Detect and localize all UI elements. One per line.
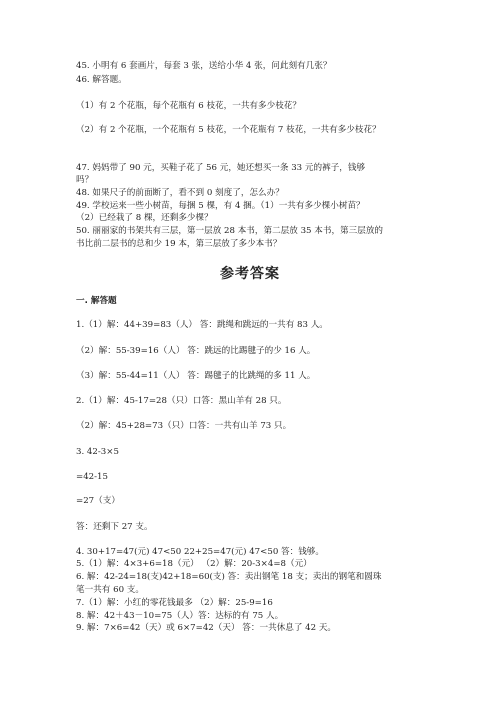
answer-line: =27（支） (76, 496, 120, 506)
answer-line: 笔一共有 60 支。 (76, 585, 144, 595)
question-46-part-2: （2）有 2 个花瓶，一个花瓶有 5 枝花，一个花瓶有 7 枝花，一共有多少枝花？ (76, 125, 381, 135)
answer-line: 答：还剩下 27 支。 (76, 522, 153, 532)
answer-line: 3. 42-3×5 (76, 447, 119, 457)
answers-title: 参考答案 (220, 266, 280, 282)
answer-line: 6. 解：42-24=18(支)42+18=60(支) 答：卖出钢笔 18 支；卖出的钢笔和圆珠 (76, 572, 382, 582)
answer-line: 1.（1）解：44+39=83（人） 答：跳绳和跳远的一共有 83 人。 (76, 320, 328, 330)
question-48: 48. 如果尺子的前面断了，看不到 0 刻度了，怎么办？ (76, 188, 284, 198)
question-49-part-2: （2）已经栽了 8 棵，还剩多少棵？ (76, 213, 213, 223)
answer-line: 9. 解：7×6=42（天）或 6×7=42（天） 答：一共休息了 42 天。 (76, 623, 337, 633)
answer-line: （3）解：55-44=11（人） 答：踢毽子的比跳绳的多 11 人。 (76, 371, 316, 381)
answer-line: 4. 30+17=47(元) 47<50 22+25=47(元) 47<50 答：钱够。 (76, 547, 324, 557)
answer-line: 2.（1）解：45-17=28（只）口答：黑山羊有 28 只。 (76, 396, 287, 406)
question-50-line-1: 50. 丽丽家的书架共有三层，第一层放 28 本书，第二层放 35 本书，第三层放的 (76, 226, 384, 236)
answer-line: 8. 解：42＋43－10=75（人）答：达标的有 75 人。 (76, 611, 284, 621)
answer-line: （2）解：45+28=73（只）口答：一共有山羊 73 只。 (76, 421, 292, 431)
question-50-line-2: 书比前二层书的总和少 19 本，第三层放了多少本书？ (76, 239, 282, 249)
question-45: 45. 小明有 6 套画片，每套 3 张，送给小华 4 张，问此刻有几张？ (76, 61, 332, 71)
question-46-part-1: （1）有 2 个花瓶，每个花瓶有 6 枝花，一共有多少枝花？ (76, 101, 301, 111)
question-47-line-2: 吗？ (76, 175, 94, 185)
answer-line: （2）解：55-39=16（人） 答：跳远的比踢毽子的少 16 人。 (76, 346, 316, 356)
question-49: 49. 学校运来一些小树苗，每捆 5 棵，有 4 捆。（1）一共有多少棵小树苗？ (76, 201, 365, 211)
answer-line: 5.（1）解：4×3+6=18（元） （2）解：20-3×4=8（元） (76, 559, 312, 569)
answer-line: 7.（1）解：小红的零花钱最多 （2）解：25-9=16 (76, 598, 273, 608)
question-46: 46. 解答题。 (76, 75, 127, 85)
question-47-line-1: 47. 妈妈带了 90 元，买鞋子花了 56 元，她还想买一条 33 元的裤子，钱够 (76, 163, 366, 173)
answer-line: =42-15 (76, 472, 108, 482)
answers-section-heading: 一. 解答题 (76, 296, 117, 306)
